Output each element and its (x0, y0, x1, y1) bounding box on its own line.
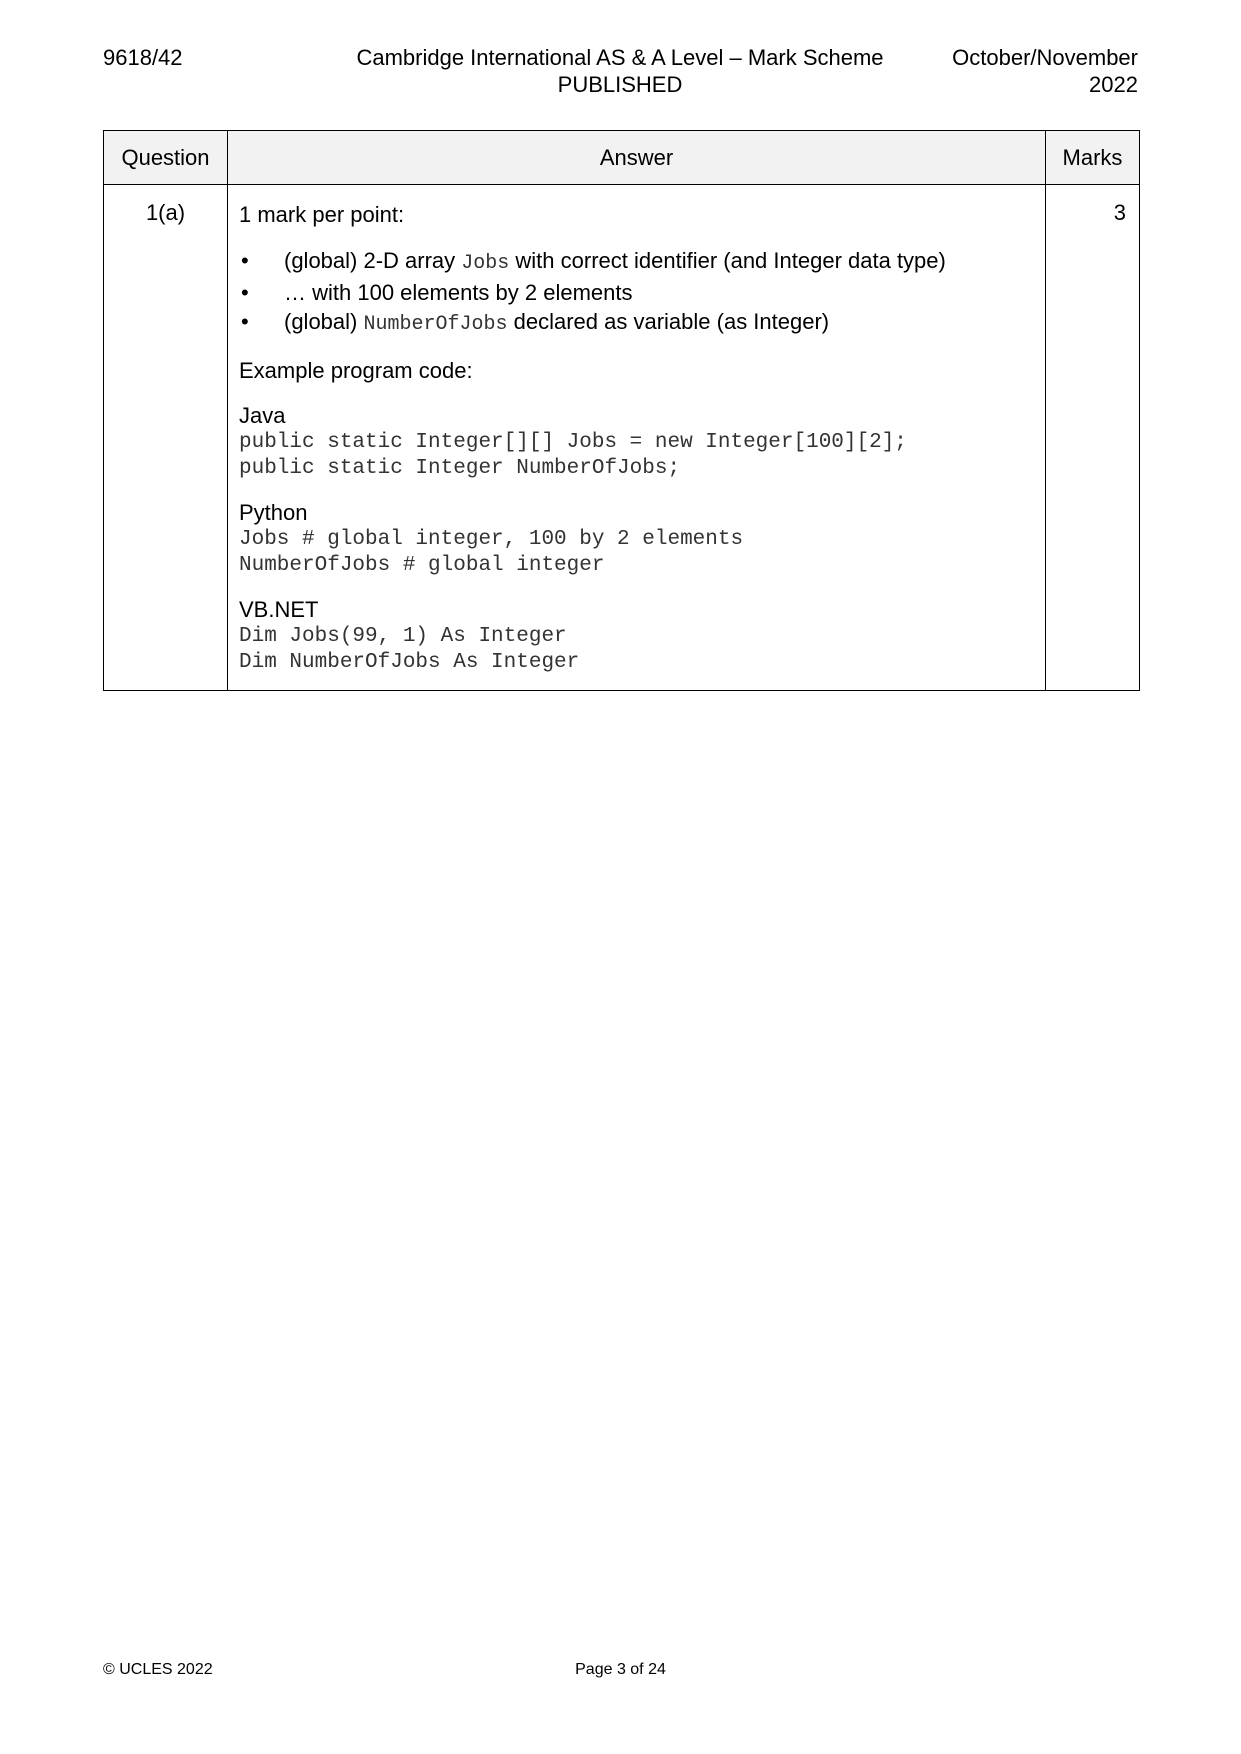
language-name: VB.NET (239, 597, 319, 622)
code-block: Dim Jobs(99, 1) As Integer Dim NumberOfJobs As Integer (239, 625, 580, 674)
language-name: Python (239, 500, 308, 525)
answer-column-header: Answer (228, 131, 1046, 185)
bullet-icon: • (241, 248, 249, 273)
marking-point: • (global) NumberOfJobs declared as variable (as Integer) (241, 309, 830, 336)
language-name: Java (239, 403, 286, 428)
code-block: public static Integer[][] Jobs = new Integer[100][2]; public static Integer NumberOfJobs; (239, 431, 907, 480)
marks-column-header: Marks (1046, 131, 1140, 185)
mark-intro: 1 mark per point: (239, 202, 405, 227)
table-header-row (104, 131, 1140, 185)
exam-session (952, 44, 1138, 98)
page-number: Page 3 of 24 (575, 1661, 666, 1678)
copyright-notice: © UCLES 2022 (103, 1661, 213, 1678)
code-block: Jobs # global integer, 100 by 2 elements NumberOfJobs # global integer (239, 528, 744, 577)
marks-value: 3 (1046, 185, 1140, 691)
paper-code: 9618/42 (103, 45, 183, 70)
code-identifier: NumberOfJobs (363, 313, 508, 336)
code-example-java (239, 402, 1035, 482)
title-line-2: PUBLISHED (557, 72, 683, 97)
mark-scheme-table (103, 130, 1140, 691)
session-line-2: 2022 (1089, 72, 1138, 97)
example-label: Example program code: (239, 358, 473, 383)
bullet-icon: • (241, 280, 249, 305)
marking-point: • … with 100 elements by 2 elements (241, 280, 633, 305)
question-number: 1(a) (104, 185, 228, 691)
code-example-vbnet (239, 596, 1035, 676)
question-column-header: Question (104, 131, 228, 185)
table-row (104, 185, 1140, 691)
bullet-icon: • (241, 309, 249, 334)
title-line-1: Cambridge International AS & A Level – Mark Scheme (356, 45, 884, 70)
code-identifier: Jobs (461, 252, 510, 275)
session-line-1: October/November (952, 45, 1138, 70)
marking-points (239, 246, 1035, 339)
answer-cell (228, 185, 1046, 691)
marking-point: • (global) 2-D array Jobs with correct identifier (and Integer data type) (241, 248, 946, 275)
code-example-python (239, 499, 1035, 579)
document-title (300, 44, 940, 98)
